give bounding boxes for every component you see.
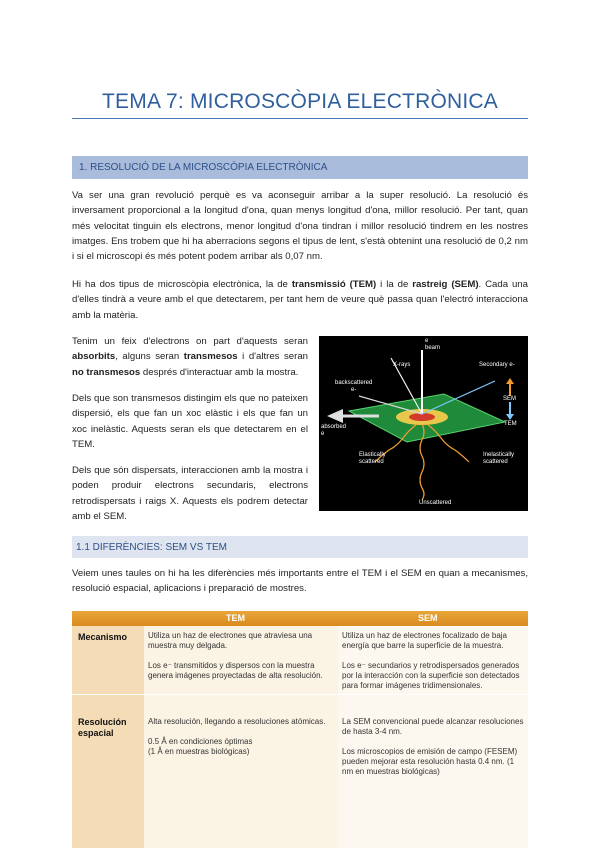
page-title: TEMA 7: MICROSCÒPIA ELECTRÒNICA (102, 90, 498, 113)
impact-spot (409, 413, 435, 421)
table-cell-sem: Utiliza un haz de electrones focalizado de baja energía que barre la superficie de la muestra. Los e⁻ secundarios y retrodispersados generados por la interacción con la superficie son detectados para formar imágenes tridimensionales. (342, 631, 520, 690)
text-run: i d'altres seran (237, 351, 308, 363)
bold-term-transmitted: transmesos (183, 351, 238, 363)
table-header-tem: TEM (226, 613, 245, 623)
tem-arrow-head (506, 414, 514, 420)
text-run: Tenim un feix d'electrons on part d'aquests seran (72, 336, 308, 347)
table-header-row (72, 611, 528, 626)
paragraph-transmitted: Dels que son transmesos distingim els que no pateixen dispersió, els que fan un xoc elàstic i els que fan un xoc inelàstic. Aquests seran els que detectarem en el TEM. (72, 393, 308, 450)
label-elastic: Elastically scattered (359, 452, 386, 465)
text-run: , alguns seran (115, 351, 184, 363)
bold-term-sem: rastreig (SEM) (412, 279, 479, 290)
table-header-sem: SEM (418, 613, 438, 623)
title-divider (72, 118, 528, 119)
label-absorbed: absorbed e (321, 424, 347, 437)
label-secondary: Secondary e- (479, 362, 515, 368)
table-cell-tem: Alta resolución, llegando a resoluciones atómicas. 0.5 Å en condiciones óptimas (1 Å en muestras biológicas) (148, 717, 326, 756)
bold-term-absorbed: absorbits (72, 351, 116, 363)
bold-term-tem: transmissió (TEM) (291, 279, 377, 290)
table-cell-sem: La SEM convencional puede alcanzar resoluciones de hasta 3-4 nm. Los microscopios de emisión de campo (FESEM) pueden mejorar esta resolución hasta 0.4 nm. (1 nm en muestras biológicas) (342, 717, 524, 776)
paragraph-beam (72, 334, 308, 380)
label-unscattered: Unscattered (419, 500, 452, 506)
comparison-table (72, 607, 528, 848)
absorbed-arrow (327, 409, 343, 423)
bold-term-not-transmitted: no transmesos (72, 366, 141, 378)
table-row-header: Resolución espacial (78, 717, 127, 738)
text-run: Hi ha dos tipus de microscòpia electrònica, la de (72, 279, 292, 290)
paragraph-resolution: Va ser una gran revolució perquè es va aconseguir arribar a la super resolució. La resolució és inversament proporcional a la longitud d'ona, quan menys longitud d'ona, millor resolució. Per tant, quan més velocitat tinguin els electrons, menor longitud d'ona tindran i millor resolució tindrem en les nostres imatges. Ens trobem que hi ha aberracions segons el tipus de lent, s'està obtenint una resolució de 0,2 nm i si el microscopi és més potent podem arribar als 0,07 nm. (72, 190, 528, 263)
text-run: . Cada una d'elles tindrà a veure amb el que detectarem, per tant hem de veure què passa quan l'electró interacciona amb la matèria. (72, 279, 528, 321)
label-backscattered: backscattered e- (335, 380, 373, 393)
label-inelastic: Inelastically scattered (483, 452, 515, 465)
label-sem: SEM (503, 396, 517, 402)
table-cell-tem: Utiliza un haz de electrones que atraviesa una muestra muy delgada. Los e⁻ transmitidos y dispersos con la muestra genera imágenes proyectadas de alta resolución. (148, 631, 323, 680)
sem-arrow-head (506, 378, 514, 384)
label-tem: TEM (504, 421, 517, 427)
paragraph-types (72, 277, 528, 323)
paragraph-differences: Veiem unes taules on hi ha les diferències més importants entre el TEM i el SEM en quan a mecanismes, resolució espacial, aplicacions i preparació de mostres. (72, 568, 528, 595)
table-row-header: Mecanismo (78, 632, 128, 642)
text-run: i la de (376, 279, 413, 290)
table-row-divider (72, 694, 528, 695)
paragraph-scattered: Dels que són dispersats, interaccionen amb la mostra i poden produir electrons secundaris, electrons retrodispersats i raigs X. Aquests els podrem detectar amb el SEM. (72, 465, 308, 522)
subsection-heading: 1.1 DIFERÈNCIES: SEM VS TEM (72, 536, 528, 558)
electron-interaction-figure (319, 336, 528, 511)
label-beam: e beam (425, 338, 441, 351)
text-run: després d'interactuar amb la mostra. (140, 366, 299, 378)
section-heading: 1. RESOLUCIÓ DE LA MICROSCÒPIA ELECTRÒNICA (72, 156, 528, 179)
label-xrays: X-rays (393, 362, 411, 368)
